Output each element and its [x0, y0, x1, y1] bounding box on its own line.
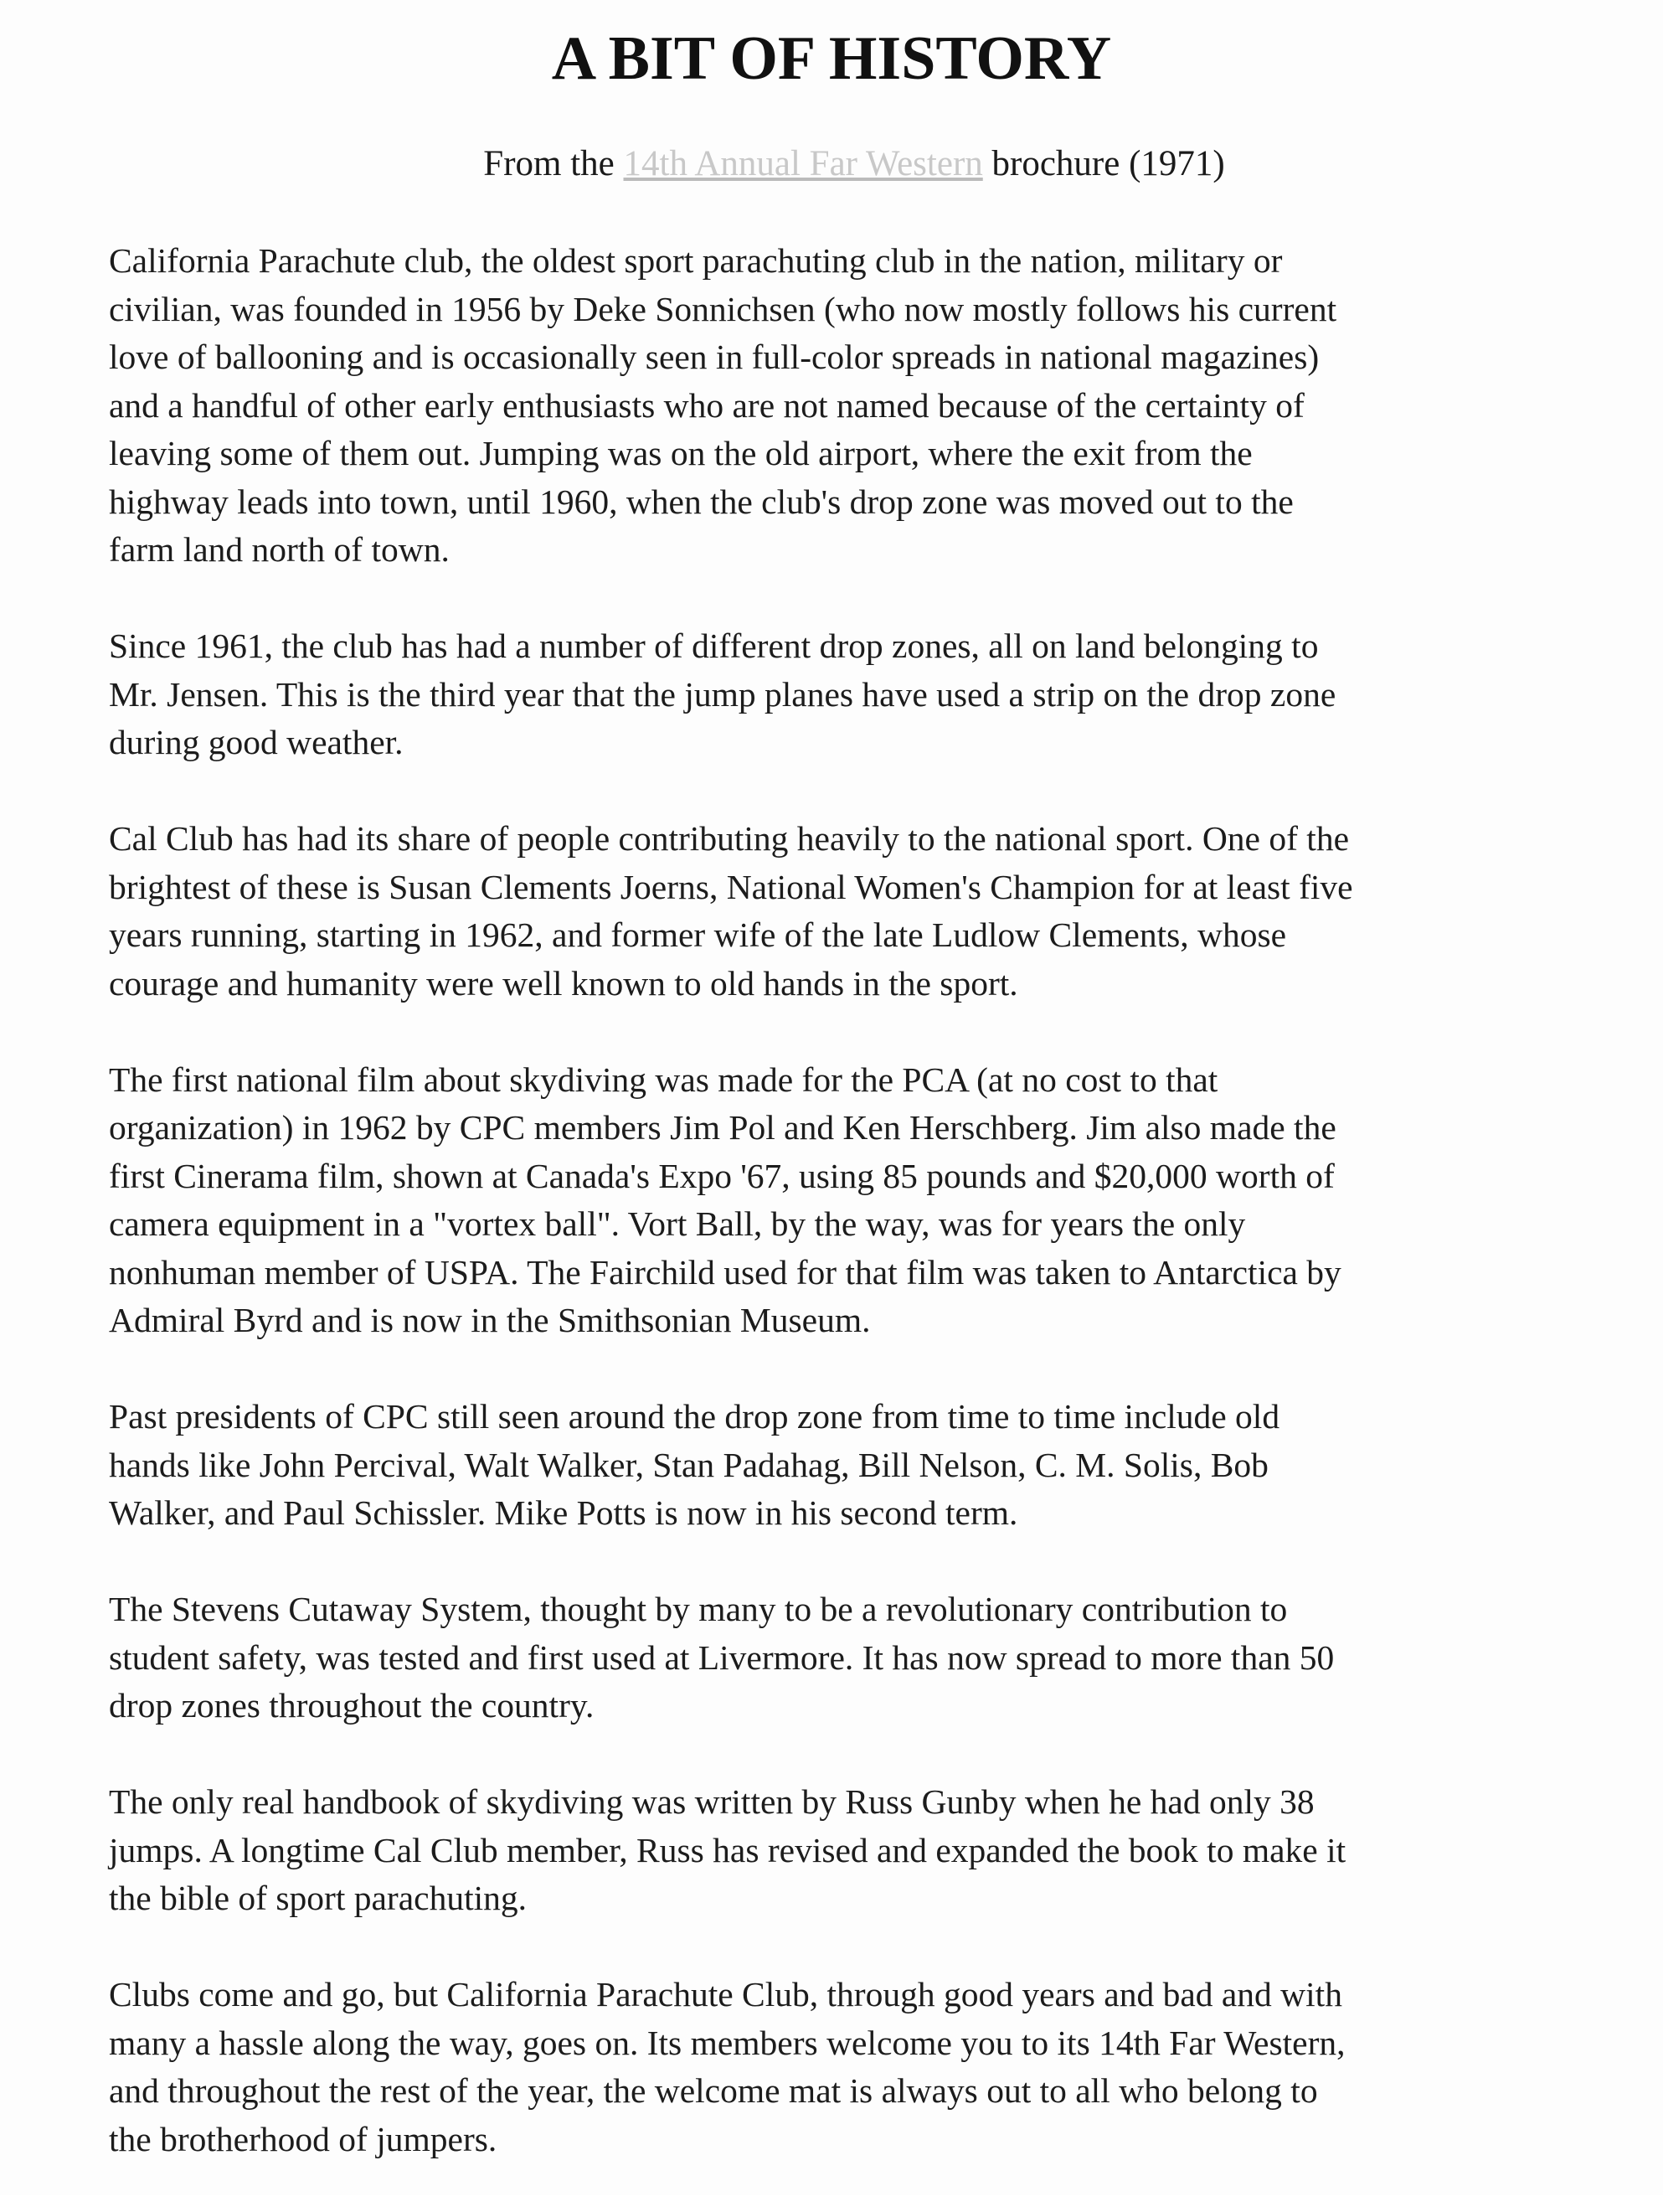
text-line: jumps. A longtime Cal Club member, Russ has revised and expanded the book to make it: [109, 1830, 1346, 1869]
text-line: civilian, was founded in 1956 by Deke Sonnichsen (who now mostly follows his current: [109, 289, 1337, 328]
text-line: the brotherhood of jumpers.: [109, 2119, 497, 2158]
brochure-link[interactable]: 14th Annual Far Western: [623, 144, 983, 183]
text-line: nonhuman member of USPA. The Fairchild used for that film was taken to Antarctica by: [109, 1252, 1341, 1292]
text-line: leaving some of them out. Jumping was on the old airport, where the exit from the: [109, 434, 1253, 472]
page-subtitle: [0, 141, 1663, 188]
text-line: camera equipment in a "vortex ball". Vort Ball, by the way, was for years the only: [109, 1204, 1246, 1243]
subtitle-prefix: From the: [483, 144, 615, 183]
text-line: brightest of these is Susan Clements Joerns, National Women's Champion for at least five: [109, 867, 1353, 906]
text-line: and a handful of other early enthusiasts who are not named because of the certainty of: [109, 385, 1305, 425]
paragraph-contributors: [109, 815, 1608, 1008]
paragraph-founding: [109, 237, 1608, 575]
subtitle-suffix: brochure (1971): [991, 144, 1225, 183]
text-line: and throughout the rest of the year, the welcome mat is always out to all who belong to: [109, 2071, 1318, 2110]
text-line: Clubs come and go, but California Parachute Club, through good years and bad and with: [109, 1975, 1342, 2013]
paragraph-cutaway-system: [109, 1586, 1608, 1730]
text-line: Mr. Jensen. This is the third year that the jump planes have used a strip on the drop zone: [109, 674, 1336, 714]
text-line: courage and humanity were well known to old hands in the sport.: [109, 963, 1018, 1003]
text-line: farm land north of town.: [109, 530, 450, 569]
text-line: first Cinerama film, shown at Canada's Expo '67, using 85 pounds and $20,000 worth of: [109, 1156, 1335, 1195]
text-line: The Stevens Cutaway System, thought by many to be a revolutionary contribution to: [109, 1590, 1288, 1628]
text-line: The only real handbook of skydiving was written by Russ Gunby when he had only 38: [109, 1782, 1315, 1821]
text-line: Since 1961, the club has had a number of different drop zones, all on land belonging to: [109, 626, 1319, 665]
text-line: love of ballooning and is occasionally seen in full-color spreads in national magazines): [109, 338, 1320, 376]
text-line: organization) in 1962 by CPC members Jim Pol and Ken Herschberg. Jim also made the: [109, 1108, 1336, 1147]
article-body: [109, 237, 1608, 2212]
text-line: The first national film about skydiving was made for the PCA (at no cost to that: [109, 1060, 1218, 1099]
page-title: A BIT OF HISTORY: [551, 24, 1112, 93]
text-line: the bible of sport parachuting.: [109, 1879, 528, 1917]
paragraph-closing: [109, 1971, 1608, 2163]
text-line: hands like John Percival, Walt Walker, Stan Padahag, Bill Nelson, C. M. Solis, Bob: [109, 1445, 1269, 1484]
paragraph-presidents: [109, 1393, 1608, 1538]
text-line: during good weather.: [109, 723, 404, 761]
text-line: drop zones throughout the country.: [109, 1686, 595, 1725]
text-line: Walker, and Paul Schissler. Mike Potts is now in his second term.: [109, 1493, 1018, 1532]
text-line: many a hassle along the way, goes on. Its members welcome you to its 14th Far Western,: [109, 2023, 1346, 2062]
paragraph-drop-zones: [109, 622, 1608, 767]
paragraph-handbook: [109, 1778, 1608, 1923]
text-line: student safety, was tested and first used at Livermore. It has now spread to more than 50: [109, 1637, 1335, 1677]
text-line: Cal Club has had its share of people contributing heavily to the national sport. One of the: [109, 819, 1349, 858]
text-line: Past presidents of CPC still seen around the drop zone from time to time include old: [109, 1397, 1280, 1436]
text-line: years running, starting in 1962, and former wife of the late Ludlow Clements, whose: [109, 915, 1287, 954]
text-line: highway leads into town, until 1960, when the club's drop zone was moved out to the: [109, 482, 1294, 521]
text-line: California Parachute club, the oldest sport parachuting club in the nation, military or: [109, 241, 1283, 280]
text-line: Admiral Byrd and is now in the Smithsonian Museum.: [109, 1301, 871, 1339]
paragraph-film: [109, 1056, 1608, 1345]
